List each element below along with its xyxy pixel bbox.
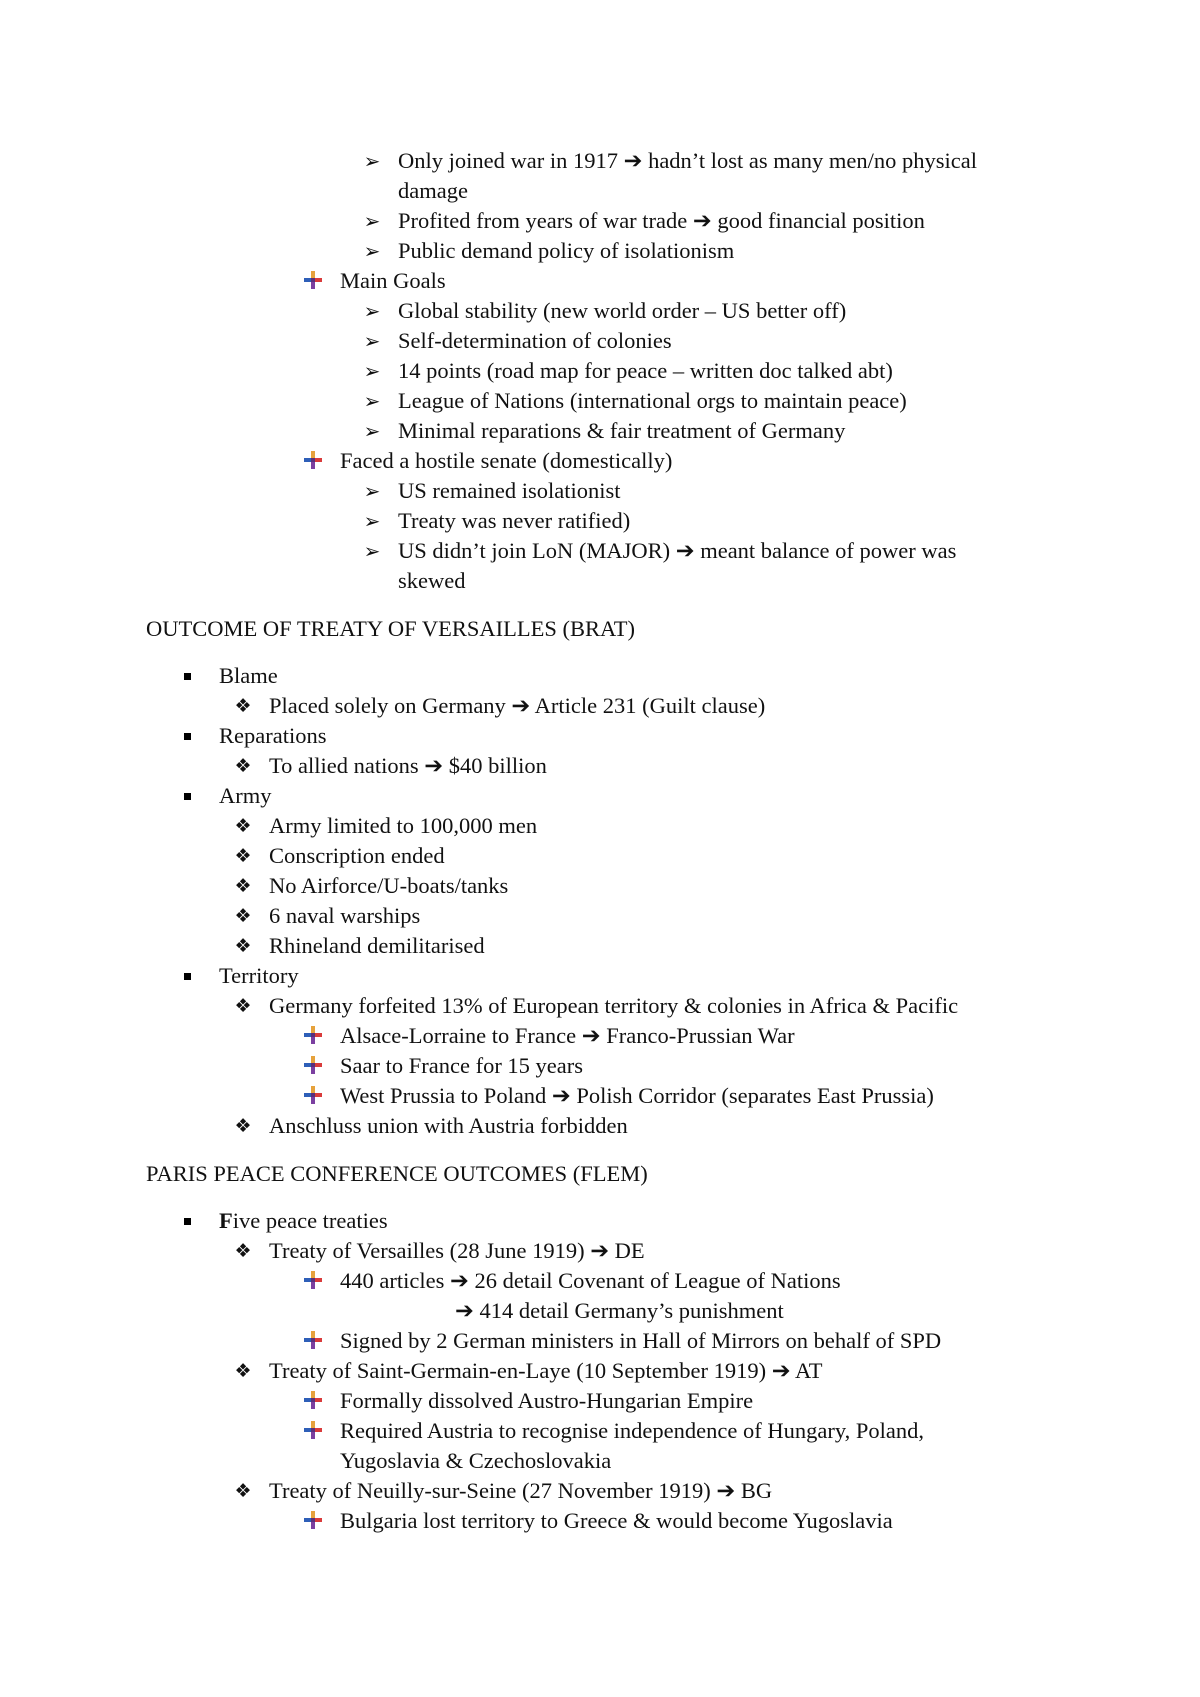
list-item: Territory bbox=[219, 963, 299, 988]
arrow-bullet-icon: ➢ bbox=[363, 479, 381, 503]
square-bullet-icon bbox=[184, 973, 191, 980]
list-item: Bulgaria lost territory to Greece & would become Yugoslavia bbox=[340, 1508, 893, 1533]
list-item: Formally dissolved Austro-Hungarian Empire bbox=[340, 1388, 754, 1413]
colored-plus-icon bbox=[303, 1420, 323, 1440]
list-item: ➔ 414 detail Germany’s punishment bbox=[455, 1298, 784, 1323]
colored-plus-icon bbox=[303, 270, 323, 290]
diamond-bullet-icon: ❖ bbox=[234, 1240, 252, 1262]
arrow-bullet-icon: ➢ bbox=[363, 239, 381, 263]
arrow-bullet-icon: ➢ bbox=[363, 389, 381, 413]
list-item: Conscription ended bbox=[269, 843, 445, 868]
list-item: damage bbox=[398, 178, 468, 203]
arrow-bullet-icon: ➢ bbox=[363, 419, 381, 443]
arrow-bullet-icon: ➢ bbox=[363, 209, 381, 233]
list-item-text: ive peace treaties bbox=[232, 1208, 388, 1233]
diamond-bullet-icon: ❖ bbox=[234, 1480, 252, 1502]
list-item: Treaty of Neuilly-sur-Seine (27 November 1919) ➔ BG bbox=[269, 1478, 773, 1503]
list-item: Required Austria to recognise independence of Hungary, Poland, bbox=[340, 1418, 925, 1443]
list-item: Alsace-Lorraine to France ➔ Franco-Prussian War bbox=[340, 1023, 795, 1048]
list-item: Self-determination of colonies bbox=[398, 328, 672, 353]
diamond-bullet-icon: ❖ bbox=[234, 995, 252, 1017]
list-item: Signed by 2 German ministers in Hall of Mirrors on behalf of SPD bbox=[340, 1328, 942, 1353]
section-heading: OUTCOME OF TREATY OF VERSAILLES (BRAT) bbox=[146, 616, 635, 641]
list-item: West Prussia to Poland ➔ Polish Corridor (separates East Prussia) bbox=[340, 1083, 934, 1108]
emphasis-letter: F bbox=[219, 1208, 233, 1233]
list-item: 440 articles ➔ 26 detail Covenant of League of Nations bbox=[340, 1268, 841, 1293]
list-item: League of Nations (international orgs to maintain peace) bbox=[398, 388, 907, 413]
list-item: US didn’t join LoN (MAJOR) ➔ meant balance of power was bbox=[398, 538, 957, 563]
list-item: To allied nations ➔ $40 billion bbox=[269, 753, 547, 778]
list-item: Profited from years of war trade ➔ good financial position bbox=[398, 208, 925, 233]
section-heading: PARIS PEACE CONFERENCE OUTCOMES (FLEM) bbox=[146, 1161, 648, 1186]
arrow-bullet-icon: ➢ bbox=[363, 149, 381, 173]
diamond-bullet-icon: ❖ bbox=[234, 845, 252, 867]
arrow-bullet-icon: ➢ bbox=[363, 359, 381, 383]
diamond-bullet-icon: ❖ bbox=[234, 875, 252, 897]
list-item: Global stability (new world order – US better off) bbox=[398, 298, 847, 323]
list-item: Minimal reparations & fair treatment of Germany bbox=[398, 418, 846, 443]
list-item: Treaty was never ratified) bbox=[398, 508, 631, 533]
list-item: Placed solely on Germany ➔ Article 231 (Guilt clause) bbox=[269, 693, 766, 718]
diamond-bullet-icon: ❖ bbox=[234, 1115, 252, 1137]
list-item: Rhineland demilitarised bbox=[269, 933, 485, 958]
colored-plus-icon bbox=[303, 450, 323, 470]
list-item: Germany forfeited 13% of European territory & colonies in Africa & Pacific bbox=[269, 993, 959, 1018]
square-bullet-icon bbox=[184, 733, 191, 740]
list-item: Reparations bbox=[219, 723, 327, 748]
colored-plus-icon bbox=[303, 1055, 323, 1075]
diamond-bullet-icon: ❖ bbox=[234, 905, 252, 927]
diamond-bullet-icon: ❖ bbox=[234, 815, 252, 837]
list-item: Saar to France for 15 years bbox=[340, 1053, 584, 1078]
colored-plus-icon bbox=[303, 1025, 323, 1045]
list-item: Yugoslavia & Czechoslovakia bbox=[340, 1448, 612, 1473]
arrow-bullet-icon: ➢ bbox=[363, 299, 381, 323]
colored-plus-icon bbox=[303, 1330, 323, 1350]
colored-plus-icon bbox=[303, 1510, 323, 1530]
list-item: US remained isolationist bbox=[398, 478, 621, 503]
square-bullet-icon bbox=[184, 673, 191, 680]
list-item: Treaty of Versailles (28 June 1919) ➔ DE bbox=[269, 1238, 645, 1263]
arrow-bullet-icon: ➢ bbox=[363, 539, 381, 563]
list-item bbox=[219, 1206, 388, 1236]
list-item: Main Goals bbox=[340, 268, 446, 293]
diamond-bullet-icon: ❖ bbox=[234, 935, 252, 957]
colored-plus-icon bbox=[303, 1270, 323, 1290]
list-item: Faced a hostile senate (domestically) bbox=[340, 448, 673, 473]
arrow-bullet-icon: ➢ bbox=[363, 329, 381, 353]
list-item: Blame bbox=[219, 663, 278, 688]
diamond-bullet-icon: ❖ bbox=[234, 1360, 252, 1382]
diamond-bullet-icon: ❖ bbox=[234, 695, 252, 717]
list-item: 6 naval warships bbox=[269, 903, 421, 928]
list-item: Public demand policy of isolationism bbox=[398, 238, 735, 263]
square-bullet-icon bbox=[184, 1218, 191, 1225]
list-item: skewed bbox=[398, 568, 466, 593]
list-item: No Airforce/U-boats/tanks bbox=[269, 873, 509, 898]
list-item: 14 points (road map for peace – written doc talked abt) bbox=[398, 358, 893, 383]
list-item: Anschluss union with Austria forbidden bbox=[269, 1113, 628, 1138]
list-item: Army limited to 100,000 men bbox=[269, 813, 538, 838]
arrow-bullet-icon: ➢ bbox=[363, 509, 381, 533]
colored-plus-icon bbox=[303, 1085, 323, 1105]
square-bullet-icon bbox=[184, 793, 191, 800]
list-item: Treaty of Saint-Germain-en-Laye (10 September 1919) ➔ AT bbox=[269, 1358, 823, 1383]
list-item: Only joined war in 1917 ➔ hadn’t lost as many men/no physical bbox=[398, 148, 977, 173]
colored-plus-icon bbox=[303, 1390, 323, 1410]
list-item: Army bbox=[219, 783, 272, 808]
diamond-bullet-icon: ❖ bbox=[234, 755, 252, 777]
